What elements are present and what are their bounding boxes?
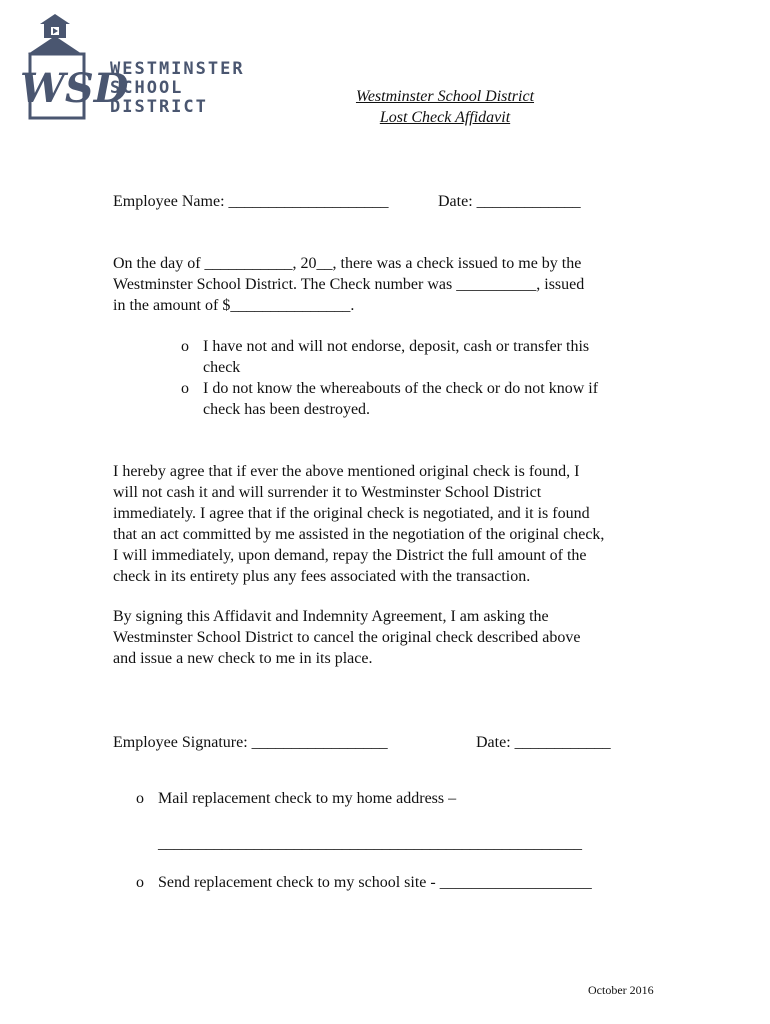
employee-name-field[interactable]: Employee Name: ____________________ [113,193,389,210]
option-label: Send replacement check to my school site - ___________________ [158,874,592,891]
option-label: I do not know the whereabouts of the check or do not know if check has been destroyed. [203,380,599,418]
option-whereabouts-unknown[interactable] [181,378,651,420]
checkbox-circle-icon[interactable]: o [136,874,144,891]
paragraph-line: I will immediately, upon demand, repay the District the full amount of the [113,547,587,564]
paragraph-line: in the amount of $_______________. [113,297,355,314]
svg-text:WSD: WSD [20,65,129,112]
document-title-district: Westminster School District [355,88,535,105]
checkbox-circle-icon[interactable]: o [181,380,189,397]
logo-line-3: DISTRICT [110,97,208,117]
checkbox-circle-icon[interactable]: o [136,790,144,807]
logo-line-2: SCHOOL [110,78,184,98]
paragraph-line: Westminster School District to cancel the original check described above [113,629,581,646]
logo-line-1: WESTMINSTER [110,59,245,79]
paragraph-line: immediately. I agree that if the original check is negotiated, and it is found [113,505,590,522]
paragraph-line: On the day of ___________, 20__, there was a check issued to me by the [113,255,582,272]
request-paragraph [113,606,673,669]
option-label: Mail replacement check to my home address – [158,790,457,807]
option-school-site[interactable] [136,872,656,893]
signature-date-field[interactable]: Date: ____________ [476,734,611,751]
option-mail-home[interactable] [136,788,656,809]
district-logo-wordmark [110,60,245,117]
paragraph-line: and issue a new check to me in its place. [113,650,373,667]
paragraph-line: By signing this Affidavit and Indemnity Agreement, I am asking the [113,608,549,625]
paragraph-line: that an act committed by me assisted in the negotiation of the original check, [113,526,605,543]
document-title-form: Lost Check Affidavit [379,109,511,126]
employee-signature-field[interactable]: Employee Signature: _________________ [113,734,388,751]
revision-date: October 2016 [588,983,654,997]
paragraph-line: check in its entirety plus any fees associated with the transaction. [113,568,531,585]
paragraph-line: will not cash it and will surrender it to Westminster School District [113,484,542,501]
date-field[interactable]: Date: _____________ [438,193,581,210]
option-label: I have not and will not endorse, deposit, cash or transfer this check [203,338,590,376]
paragraph-line: I hereby agree that if ever the above mentioned original check is found, I [113,463,580,480]
paragraph-line: Westminster School District. The Check number was __________, issued [113,276,585,293]
option-not-endorsed[interactable] [181,336,651,378]
check-details-paragraph [113,253,673,316]
agreement-paragraph [113,461,673,587]
home-address-field[interactable]: _____________________________________________________ [158,835,582,852]
checkbox-circle-icon[interactable]: o [181,338,189,355]
